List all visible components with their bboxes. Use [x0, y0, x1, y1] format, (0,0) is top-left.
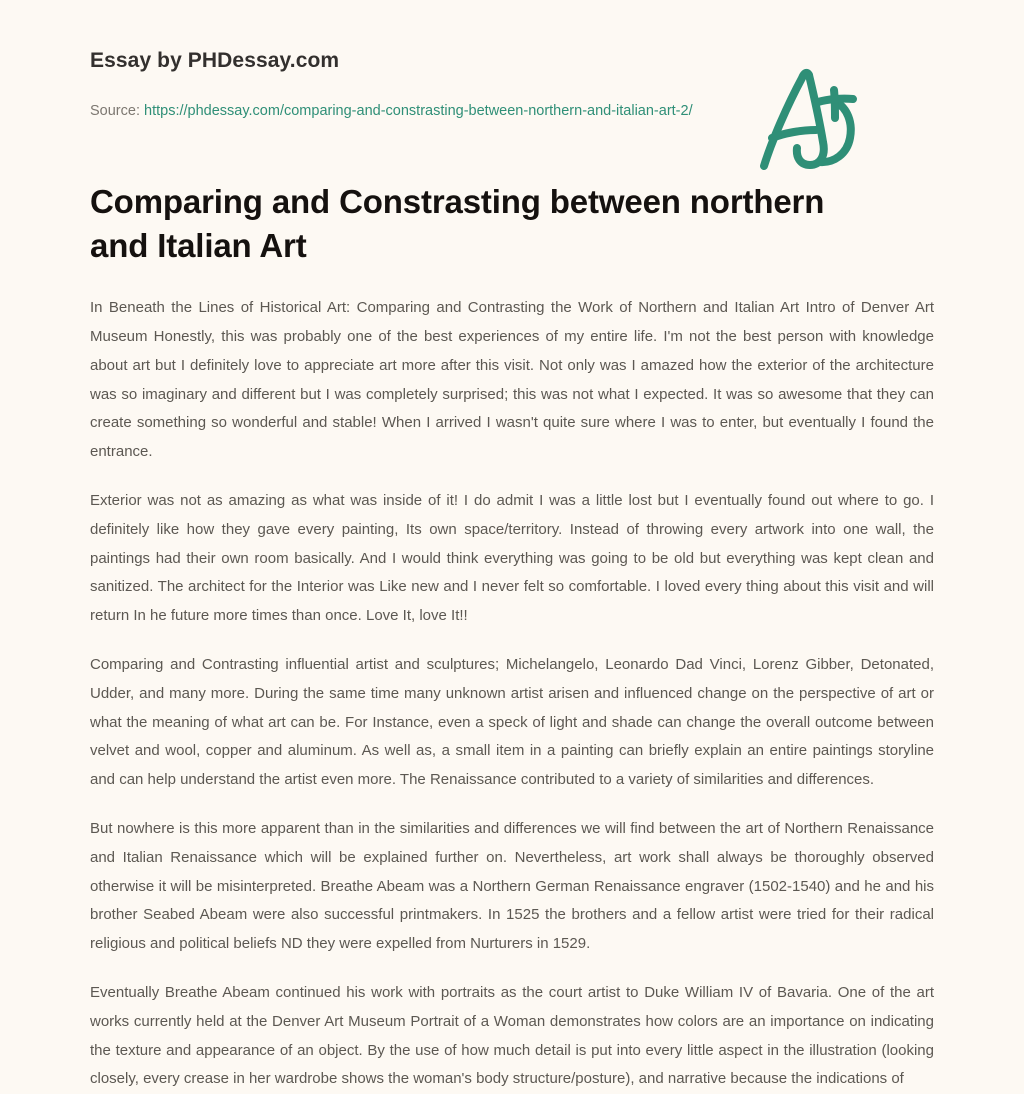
paragraph: Comparing and Contrasting influential artist and sculptures; Michelangelo, Leonardo Dad Vinci, Lorenz Gibber, Detonated, Udder, and many more. During the same time many unknown artist arisen and influenced change on the perspective of art or what the meaning of what art can be. For Instance, even a speck of light and shade can change the overall outcome between velvet and wool, copper and aluminum. As well as, a small item in a painting can briefly explain an entire paintings storyline and can help understand the artist even more. The Renaissance contributed to a variety of similarities and differences. — [90, 655, 934, 789]
paragraph: In Beneath the Lines of Historical Art: Comparing and Contrasting the Work of Northern and Italian Art Intro of Denver Art Museum Honestly, this was probably one of the best experiences of my entire life. I'm not the best person with knowledge about art but I definitely love to appreciate art more after this visit. Not only was I amazed how the exterior of the architecture was so imaginary and different but I was completely surprised; this was not what I expected. It was so awesome that they can create something so wonderful and stable! When I arrived I wasn't quite sure where I was to enter, but eventually I found the entrance. — [90, 299, 934, 461]
paragraph: Exterior was not as amazing as what was inside of it! I do admit I was a little lost but I eventually found out where to go. I definitely like how they gave every painting, Its own space/territory. Instead of throwing every artwork into one wall, the paintings had their own room basically. And I would think everything was going to be old but everything was kept clean and sanitized. The architect for the Interior was Like new and I never felt so comfortable. I loved every thing about this visit and will return In he future more times than once. Love It, love It!! — [90, 492, 934, 625]
aplus-logo — [750, 62, 870, 172]
paragraph: Eventually Breathe Abeam continued his work with portraits as the court artist to Duke William IV of Bavaria. One of the art works currently held at the Denver Art Museum Portrait of a Woman demonstrates how colors are an importance on indicating the texture and appearance of an object. By the use of how much detail is put into every little aspect in the illustration (looking closely, every crease in her wardrobe shows the woman's body structure/posture), and narrative because the indications of — [90, 983, 934, 1088]
source-url-link[interactable]: https://phdessay.com/comparing-and-constrasting-between-northern-and-italian-art-2/ — [144, 103, 693, 120]
paragraph: But nowhere is this more apparent than in the similarities and differences we will find between the art of Northern Renaissance and Italian Renaissance which will be explained further on. Nevertheless, art work shall always be thoroughly observed otherwise it will be misinterpreted. Breathe Abeam was a Northern German Renaissance engraver (1502-1540) and he and his brother Seabed Abeam were also successful printmakers. In 1525 the brothers and a fellow artist were tried for their radical religious and political beliefs ND they were expelled from Nurturers in 1529. — [90, 819, 934, 953]
source-line — [90, 99, 730, 124]
essay-body — [90, 267, 934, 1094]
brand-byline: Essay by PHDessay.com — [90, 49, 340, 72]
source-label: Source: — [90, 103, 140, 120]
document-header — [90, 0, 934, 124]
page-title: Comparing and Constrasting between northern and Italian Art — [90, 183, 825, 264]
